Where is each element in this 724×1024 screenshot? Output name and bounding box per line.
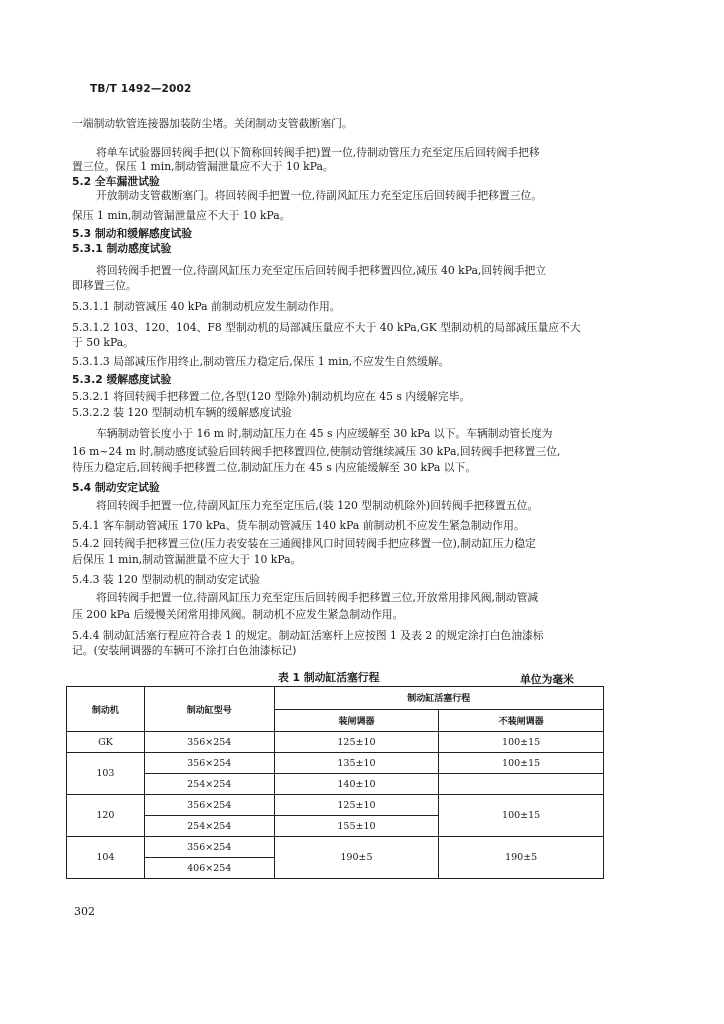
table-row — [67, 837, 604, 858]
cell-without — [439, 774, 604, 795]
cell-brake: 120 — [67, 795, 145, 837]
text-line: 5.4.4 制动缸活塞行程应符合表 1 的规定。制动缸活塞杆上应按图 1 及表 2 的规定涂打白色油漆标 — [72, 629, 544, 642]
cell-without: 100±15 — [439, 732, 604, 753]
cell-without: 190±5 — [439, 837, 604, 879]
text-line: 将回转阀手把置一位,待副风缸压力充至定压后回转阀手把移置三位,开放常用排风阀,制动管减 — [96, 591, 539, 604]
cell-brake: GK — [67, 732, 145, 753]
text-line: 置三位。保压 1 min,制动管漏泄量应不大于 10 kPa。 — [72, 160, 334, 173]
header-with-adjuster: 装闸调器 — [274, 709, 439, 732]
cell-cylinder: 254×254 — [144, 774, 274, 795]
cell-with: 140±10 — [274, 774, 439, 795]
table-row — [67, 795, 604, 816]
text-line: 即移置三位。 — [72, 279, 137, 292]
cell-cylinder: 356×254 — [144, 732, 274, 753]
table-caption: 表 1 制动缸活塞行程 — [278, 671, 380, 684]
cell-with: 155±10 — [274, 816, 439, 837]
section-heading: 5.3 制动和缓解感度试验 — [72, 227, 193, 240]
section-heading: 5.3.1 制动感度试验 — [72, 242, 172, 255]
cell-with: 190±5 — [274, 837, 439, 879]
text-line: 将单车试验器回转阀手把(以下简称回转阀手把)置一位,待制动管压力充至定压后回转阀手把移 — [96, 146, 540, 159]
cell-cylinder: 356×254 — [144, 837, 274, 858]
text-line: 车辆制动管长度小于 16 m 时,制动缸压力在 45 s 内应缓解至 30 kPa 以下。车辆制动管长度为 — [96, 427, 553, 440]
cell-brake: 103 — [67, 753, 145, 795]
text-line: 5.3.1.1 制动管减压 40 kPa 前制动机应发生制动作用。 — [72, 300, 341, 313]
text-line: 保压 1 min,制动管漏泄量应不大于 10 kPa。 — [72, 209, 291, 222]
table-row — [67, 732, 604, 753]
table-row — [67, 774, 604, 795]
table-row — [67, 753, 604, 774]
piston-stroke-table — [66, 686, 604, 879]
cell-brake: 104 — [67, 837, 145, 879]
text-line: 待压力稳定后,回转阀手把移置二位,制动缸压力在 45 s 内应能缓解至 30 kPa 以下。 — [72, 461, 477, 474]
cell-without: 100±15 — [439, 753, 604, 774]
text-line: 开放制动支管截断塞门。将回转阀手把置一位,待副风缸压力充至定压后回转阀手把移置三位。 — [96, 189, 543, 202]
text-line: 将回转阀手把置一位,待副风缸压力充至定压后回转阀手把移置四位,减压 40 kPa,回转阀手把立 — [96, 264, 547, 277]
text-line: 后保压 1 min,制动管漏泄量不应大于 10 kPa。 — [72, 553, 302, 566]
cell-cylinder: 356×254 — [144, 753, 274, 774]
page-number: 302 — [74, 905, 95, 918]
table-unit: 单位为毫米 — [520, 673, 574, 686]
text-line: 5.4.1 客车制动管减压 170 kPa、货车制动管减压 140 kPa 前制动机不应发生紧急制动作用。 — [72, 519, 525, 532]
text-line: 将回转阀手把置一位,待副风缸压力充至定压后,(装 120 型制动机除外)回转阀手把移置五位。 — [96, 499, 539, 512]
cell-with: 135±10 — [274, 753, 439, 774]
cell-cylinder: 254×254 — [144, 816, 274, 837]
text-line: 一端制动软管连接器加装防尘堵。关闭制动支管截断塞门。 — [72, 117, 353, 130]
section-heading: 5.3.2 缓解感度试验 — [72, 373, 172, 386]
text-line: 5.4.3 装 120 型制动机的制动安定试验 — [72, 573, 260, 586]
header-cylinder: 制动缸型号 — [144, 687, 274, 732]
cell-with: 125±10 — [274, 732, 439, 753]
header-brake: 制动机 — [67, 687, 145, 732]
section-heading: 5.4 制动安定试验 — [72, 481, 160, 494]
text-line: 5.3.1.2 103、120、104、F8 型制动机的局部减压量应不大于 40 kPa,GK 型制动机的局部减压量应不大 — [72, 321, 581, 334]
text-line: 于 50 kPa。 — [72, 336, 134, 349]
cell-cylinder: 356×254 — [144, 795, 274, 816]
text-line: 16 m~24 m 时,制动感度试验后回转阀手把移置四位,使制动管继续减压 30 kPa,回转阀手把移置三位, — [72, 445, 561, 458]
section-heading: 5.2 全车漏泄试验 — [72, 175, 160, 188]
cell-without: 100±15 — [439, 795, 604, 837]
text-line: 5.4.2 回转阀手把移置三位(压力表安装在三通阀排风口时回转阀手把应移置一位),制动缸压力稳定 — [72, 537, 536, 550]
cell-with: 125±10 — [274, 795, 439, 816]
text-line: 5.3.2.1 将回转阀手把移置二位,各型(120 型除外)制动机均应在 45 s 内缓解完毕。 — [72, 390, 471, 403]
cell-cylinder: 406×254 — [144, 858, 274, 879]
text-line: 5.3.2.2 装 120 型制动机车辆的缓解感度试验 — [72, 406, 292, 419]
standard-header: TB/T 1492—2002 — [90, 83, 192, 95]
text-line: 记。(安装闸调器的车辆可不涂打白色油漆标记) — [72, 644, 297, 657]
header-stroke: 制动缸活塞行程 — [274, 687, 603, 710]
header-without-adjuster: 不装闸调器 — [439, 709, 604, 732]
text-line: 5.3.1.3 局部减压作用终止,制动管压力稳定后,保压 1 min,不应发生自然缓解。 — [72, 355, 450, 368]
text-line: 压 200 kPa 后缓慢关闭常用排风阀。制动机不应发生紧急制动作用。 — [72, 608, 404, 621]
